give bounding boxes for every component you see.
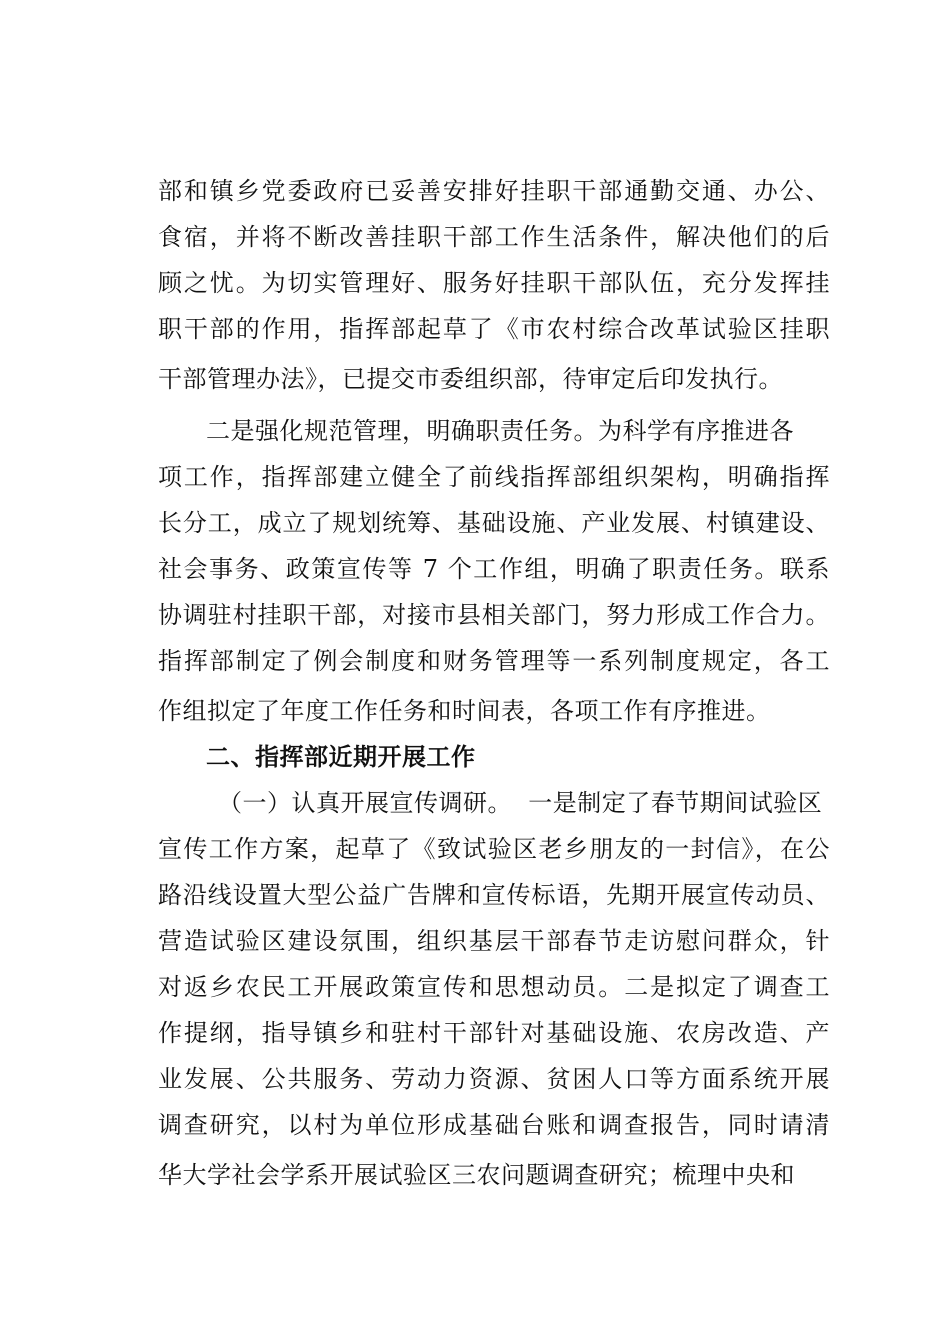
- paragraph-1: [158, 168, 830, 402]
- text-line: 项工作，指挥部建立健全了前线指挥部组织架构，明确指挥: [158, 463, 830, 491]
- text-line: 社会事务、政策宣传等 7 个工作组，明确了职责任务。联系: [158, 555, 830, 583]
- text-line: 宣传工作方案，起草了《致试验区老乡朋友的一封信》，在公: [158, 835, 830, 863]
- text-line: 长分工，成立了规划统筹、基础设施、产业发展、村镇建设、: [158, 509, 830, 537]
- paragraph-3: [158, 780, 830, 1198]
- text-line: 路沿线设置大型公益广告牌和宣传标语，先期开展宣传动员、: [158, 881, 830, 909]
- text-line: 作组拟定了年度工作任务和时间表，各项工作有序推进。: [158, 697, 771, 725]
- text-line: 指挥部制定了例会制度和财务管理等一系列制度规定，各工: [158, 647, 830, 675]
- paragraph-2: [158, 408, 830, 734]
- text-line: （一）认真开展宣传调研。 一是制定了春节期间试验区: [218, 789, 823, 817]
- text-line: 部和镇乡党委政府已妥善安排好挂职干部通勤交通、办公、: [158, 177, 830, 205]
- document-body: [158, 168, 830, 1198]
- text-line: 协调驻村挂职干部，对接市县相关部门，努力形成工作合力。: [158, 601, 830, 629]
- text-line: 顾之忧。为切实管理好、服务好挂职干部队伍，充分发挥挂: [158, 269, 830, 297]
- text-line: 对返乡农民工开展政策宣传和思想动员。二是拟定了调查工: [158, 973, 830, 1001]
- text-line: 二是强化规范管理，明确职责任务。为科学有序推进各: [206, 417, 794, 445]
- text-line: 食宿，并将不断改善挂职干部工作生活条件，解决他们的后: [158, 223, 830, 251]
- text-line: 作提纲，指导镇乡和驻村干部针对基础设施、农房改造、产: [158, 1019, 830, 1047]
- section-heading: 二、指挥部近期开展工作: [206, 743, 476, 771]
- text-line: 干部管理办法》，已提交市委组织部，待审定后印发执行。: [158, 365, 783, 393]
- text-line: 营造试验区建设氛围，组织基层干部春节走访慰问群众，针: [158, 927, 830, 955]
- text-line: 业发展、公共服务、劳动力资源、贫困人口等方面系统开展: [158, 1065, 830, 1093]
- text-line: 职干部的作用，指挥部起草了《市农村综合改革试验区挂职: [158, 315, 830, 343]
- text-line: 华大学社会学系开展试验区三农问题调查研究；梳理中央和: [158, 1161, 795, 1189]
- text-line: 调查研究，以村为单位形成基础台账和调查报告，同时请清: [158, 1111, 830, 1139]
